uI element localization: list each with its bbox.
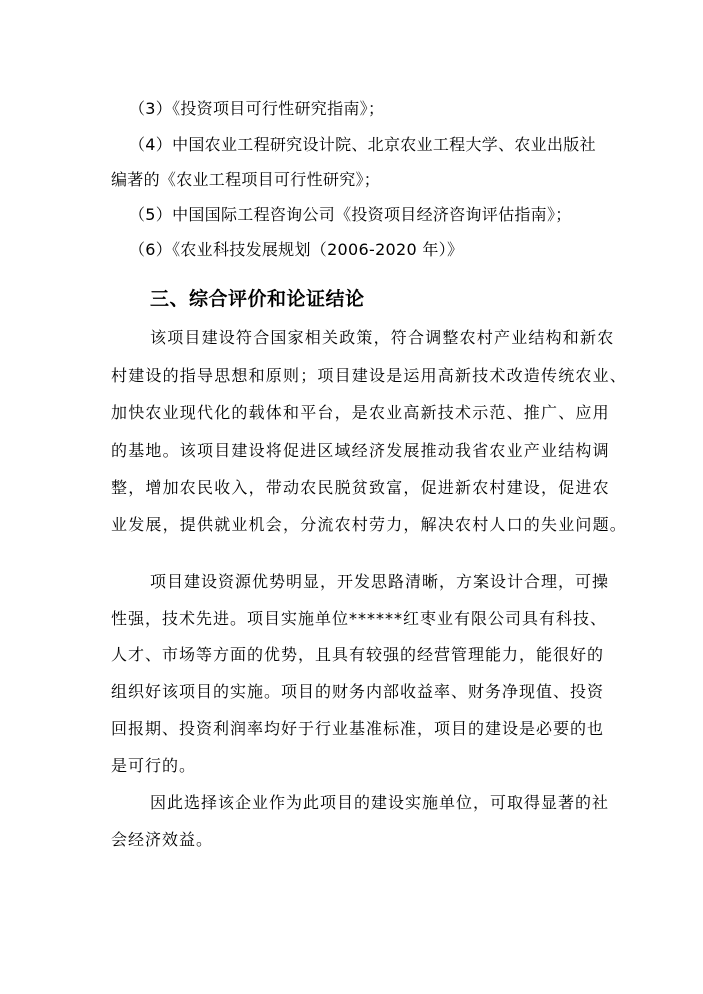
reference-item-4: （4）中国农业工程研究设计院、北京农业工程大学、农业出版社 [129, 135, 596, 154]
paragraph2-line: 项目建设资源优势明显，开发思路清晰，方案设计合理，可操 [150, 572, 610, 591]
paragraph2-line: 回报期、投资利润率均好于行业基准标准，项目的建设是必要的也 [111, 719, 605, 738]
reference-item-5: （5）中国国际工程咨询公司《投资项目经济咨询评估指南》； [129, 205, 572, 224]
paragraph1-line: 该项目建设符合国家相关政策，符合调整农村产业结构和新农 [150, 328, 615, 347]
paragraph1-line: 整，增加农民收入，带动农民脱贫致富，促进新农村建设，促进农 [111, 478, 610, 497]
paragraph3-line: 会经济效益。 [111, 830, 214, 849]
paragraph1-line: 业发展，提供就业机会，分流农村劳力，解决农村人口的失业问题。 [111, 515, 628, 534]
paragraph3-line: 因此选择该企业作为此项目的建设实施单位，可取得显著的社 [150, 793, 610, 812]
paragraph1-line: 的基地。该项目建设将促进区域经济发展推动我省农业产业结构调 [111, 441, 610, 460]
reference-item-3: （3）《投资项目可行性研究指南》； [129, 99, 385, 118]
paragraph2-line: 是可行的。 [111, 756, 197, 775]
paragraph1-line: 加快农业现代化的载体和平台，是农业高新技术示范、推广、应用 [111, 403, 610, 422]
paragraph1-line: 村建设的指导思想和原则；项目建设是运用高新技术改造传统农业、 [111, 366, 628, 385]
section-heading: 三、综合评价和论证结论 [150, 288, 365, 310]
paragraph2-line: 人才、市场等方面的优势，且具有较强的经营管理能力，能很好的 [111, 645, 605, 664]
paragraph2-line: 性强，技术先进。项目实施单位******红枣业有限公司具有科技、 [111, 609, 608, 628]
paragraph2-line: 组织好该项目的实施。项目的财务内部收益率、财务净现值、投资 [111, 682, 605, 701]
reference-item-6: （6）《农业科技发展规划（2006-2020 年）》 [129, 240, 464, 259]
reference-item-4-continued: 编著的《农业工程项目可行性研究》； [111, 170, 381, 189]
